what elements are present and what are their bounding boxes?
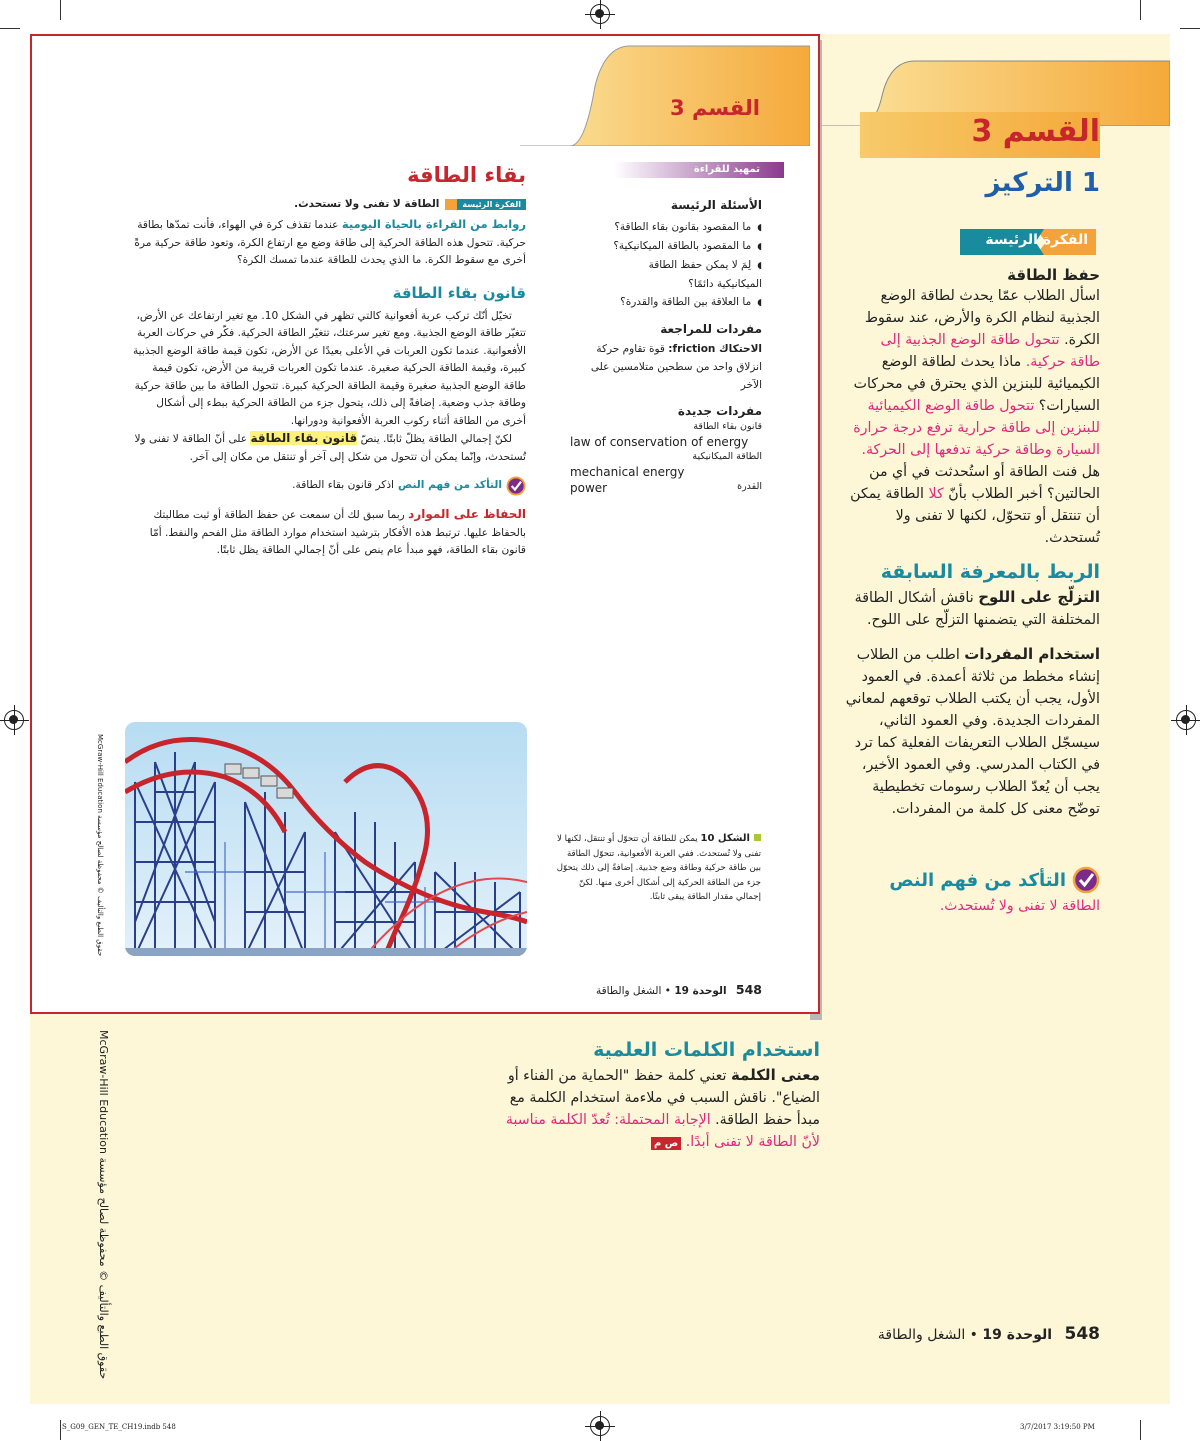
te-energy-segment: هل فنت الطاقة أو استُحدثت في أي من الحالتين؟ أخبر الطلاب بأنّ [869, 464, 1100, 502]
friction-definition: قوة تقاوم حركة انزلاق واحد من سطحين متلامسين على الآخر [590, 343, 762, 391]
trim-mark [1140, 0, 1141, 20]
te-reading-check [840, 866, 1100, 914]
vocab-text: اطلب من الطلاب إنشاء مخطط من ثلاثة أعمدة. في العمود الأول، يجب أن يكتب الطلاب توقعهم لمعاني المفردات الجديدة. وفي العمود الثاني، سيسجّل الطلاب التعريفات الفعلية كما ترد في الكتاب المدرسي. وفي العمود الأخير، يجب أن يُعدّ الطلاب رسومات تخطيطية توضّح معنى كل كلمة من المفردات. [845, 647, 1100, 817]
main-idea-badge-label: الفكرة الرئيسة [457, 199, 526, 210]
te-energy-segment: تتحول طاقة الوضع الكيميائية للبنزين إلى طاقة حرارية ترفع درجة حرارة السيارة وطاقة حركية تدفعها إلى الحركة. [853, 398, 1100, 458]
friction-term: الاحتكاك friction: [668, 343, 762, 355]
main-idea-badge [445, 199, 526, 210]
law-paragraph-2b: على أنّ الطاقة لا تفنى ولا تُستحدث، وإنّما يمكن أن تتحول من شكل إلى آخر أو تنتقل من مكان إلى آخر. [134, 433, 526, 463]
te-copyright: McGraw-Hill Education حقوق الطبع والتأليف © محفوظة لصالح مؤسسة [97, 1030, 110, 1380]
figure-caption [555, 832, 761, 905]
essential-questions [570, 196, 762, 496]
key-idea-badge-label: الفكرة الرئيسة [985, 232, 1088, 248]
prior-knowledge-heading: الربط بالمعرفة السابقة [880, 561, 1100, 583]
vocab-label: استخدام المفردات [964, 645, 1100, 663]
te-energy-paragraph [850, 285, 1100, 549]
new-vocab-en: power [570, 481, 608, 495]
te-energy-segment: اسأل الطلاب عمّا يحدث لطاقة الوضع الجذبية لنظام الكرة والأرض، عند سقوط الكرة. [864, 288, 1100, 348]
board-label: التزلّج على اللوح [978, 588, 1100, 606]
trim-mark [1180, 28, 1200, 29]
new-vocab-item [570, 450, 762, 480]
reading-check-heading: التأكد من فهم النص [889, 869, 1066, 891]
sci-words-text: تعني كلمة حفظ "الحماية من الفناء أو الضياع". ناقش السبب في ملاءمة استخدام الكلمة مع مبدأ حفظ الطاقة. [507, 1068, 820, 1128]
te-prior-knowledge [840, 558, 1100, 820]
new-vocab-en: mechanical energy [570, 465, 685, 479]
te-energy-heading: حفظ الطاقة [1007, 266, 1100, 284]
te-section-title: القسم 3 [971, 114, 1100, 149]
sp-reading-check-text: اذكر قانون بقاء الطاقة. [292, 479, 395, 492]
registration-mark-icon [590, 4, 610, 24]
sp-footer: 548 الوحدة 19 • الشغل والطاقة [595, 982, 762, 997]
registration-mark-icon [590, 1416, 610, 1436]
sci-words-tag: ص م [651, 1137, 681, 1150]
sp-page-number: 548 [735, 982, 762, 997]
sci-words-label: معنى الكلمة [730, 1066, 820, 1084]
essential-question-item: ◖ ما المقصود بقانون بقاء الطاقة؟ [570, 218, 762, 237]
board-text: ناقش أشكال الطاقة المختلفة التي يتضمنها التزلّج على اللوح. [854, 590, 1100, 628]
trim-mark [1140, 1420, 1141, 1440]
resources-text: ربما سبق لك أن سمعت عن حفظ الطاقة أو ثبت مطالبتك بالحفاظ عليها. ترتبط هذه الأفكار بترشيد استخدام موارد الطاقة مثل الفحم والنفط. أمّا قانون بقاء الطاقة، فهو مبدأ عام ينص على أنّ إجمالي الطاقة يظل ثابتًا. [149, 509, 526, 556]
sp-reading-check-label: التأكد من فهم النص [398, 479, 502, 492]
te-energy-segment: كلا [928, 486, 944, 502]
review-vocab-heading: مفردات للمراجعة [660, 322, 762, 336]
te-energy-segment: تتحول طاقة الوضع الجذبية إلى طاقة حركية. [880, 332, 1100, 370]
roller-coaster-photo [125, 722, 527, 956]
key-idea-badge [960, 229, 1096, 255]
law-paragraph-1: تخيّل أنّك تركب عربة أفعوانية كالتي تظهر في الشكل 10. مع تغير ارتفاعك عن الأرض، تتغيّر طاقة الوضع الجذبية. ومع تغير سرعتك، تتغيّر الطاقة الحركية. فكّر في حركات العربة الأفعوانية. عندما تكون العربات في الأعلى بعيدًا عن الأرض، تكون قيمة طاقة الوضع الجذبية كبيرة، وقيمة الطاقة الحركية صغيرة. عندما تكون العربات قريبة من الأرض، تكون قيمة طاقة الوضع الجذبية صغيرة وقيمة الطاقة الحركية كبيرة. تتحول الطاقة ما بين طاقة حركية وطاقة جذب وضعية. إضافةً إلى ذلك، يتحول جزء من الطاقة الحركية ببطء إلى أشكال أخرى من الطاقة أثناء ركوب العربة الأفعوانية ودورانها. [132, 309, 526, 427]
figure-label: الشكل 10 [700, 833, 750, 844]
sp-section-tab [520, 36, 810, 146]
law-heading: قانون بقاء الطاقة [392, 283, 526, 302]
focus-title: 1 التركيز [985, 168, 1100, 198]
law-highlight: قانون بقاء الطاقة [250, 431, 358, 445]
essential-question-item: ◖ ما العلاقة بين الطاقة والقدرة؟ [570, 293, 762, 312]
te-page-number: 548 [1064, 1324, 1100, 1344]
sp-credit: McGraw-Hill Education حقوق الطبع والتأليف © محفوظة لصالح مؤسسة [96, 734, 104, 957]
resources-label: الحفاظ على الموارد [408, 507, 526, 521]
real-world-label: روابط من القراءة بالحياة اليومية [341, 217, 526, 231]
sp-section-title: القسم 3 [670, 96, 760, 120]
reading-check-answer: الطاقة لا تفنى ولا تُستحدث. [939, 898, 1100, 914]
sci-words-heading: استخدام الكلمات العلمية [593, 1039, 820, 1061]
registration-mark-icon [1176, 710, 1196, 730]
registration-mark-icon [4, 710, 24, 730]
te-unit-title: الشغل والطاقة [877, 1327, 966, 1343]
te-energy-segment: الطاقة يمكن أن تنتقل أو تتحوّل، لكنها لا تفنى ولا تُستحدث. [850, 486, 1100, 546]
essential-question-item: ◖ لِمَ لا يمكن حفظ الطاقة الميكانيكية دائمًا؟ [570, 256, 762, 293]
check-icon [506, 476, 526, 496]
new-vocab-ar: قانون بقاء الطاقة [693, 421, 762, 432]
law-paragraph-2a: لكنّ إجمالي الطاقة يظلّ ثابتًا. ينصّ [357, 433, 512, 445]
slug-left: S_G09_GEN_TE_CH19.indb 548 [62, 1423, 176, 1431]
essential-questions-heading: الأسئلة الرئيسة [670, 198, 762, 212]
figure-caption-text: يمكن للطاقة أن تتحوّل أو تنتقل، لكنها لا تفنى ولا تُستحدث. ففي العربة الأفعوانية، تتحوّل الطاقة بين طاقة حركية وطاقة وضع جذبية. إضافةً إلى ذلك يتحوّل جزء من الطاقة الحركية إلى أشكال أخرى منها. لكنّ إجمالي مقدار الطاقة يبقى ثابتًا. [556, 834, 761, 902]
te-science-words [490, 1036, 820, 1155]
trim-mark [60, 1420, 61, 1440]
trim-mark [0, 28, 20, 29]
check-icon [1072, 866, 1100, 894]
reading-prep-label: تمهيد للقراءة [693, 164, 760, 175]
trim-mark [60, 0, 61, 20]
new-vocab-en: law of conservation of energy [570, 435, 749, 449]
slug-right: 3/7/2017 3:19:50 PM [1020, 1423, 1095, 1431]
new-vocab-item [570, 420, 762, 450]
sci-words-answer: الإجابة المحتملة: تُعدّ الكلمة مناسبة لأنّ الطاقة لا تفنى أبدًا. [505, 1112, 820, 1150]
new-vocab-item [570, 480, 762, 496]
new-vocab-ar: القدرة [737, 481, 762, 492]
sp-main-column [130, 160, 526, 560]
real-world-text: عندما تقذف كرة في الهواء، فأنت تمدّها بطاقة حركية. تتحول هذه الطاقة الحركية إلى طاقة وضع مع ارتفاع الكرة، وتعود طاقة حركية مرةً أخرى مع سقوط الكرة. ما الذي يحدث للطاقة عندما تمسك الكرة؟ [134, 219, 526, 266]
new-vocab-ar: الطاقة الميكانيكية [692, 451, 762, 462]
te-unit-label: الوحدة 19 [982, 1327, 1053, 1343]
sp-title: بقاء الطاقة [407, 163, 526, 187]
te-footer: 548 الوحدة 19 • الشغل والطاقة [877, 1324, 1100, 1344]
main-idea-text: الطاقة لا تفنى ولا تستحدث. [294, 198, 440, 210]
te-energy-segment: ماذا يحدث لطاقة الوضع الكيميائية للبنزين الذي يحترق في محركات السيارات؟ [853, 354, 1100, 414]
te-energy-conservation [850, 265, 1100, 549]
sp-unit-title: الشغل والطاقة [595, 985, 662, 997]
new-vocab-heading: مفردات جديدة [677, 404, 762, 418]
caption-marker [754, 834, 761, 841]
sp-unit-label: الوحدة 19 [674, 985, 727, 997]
essential-question-item: ◖ ما المقصود بالطاقة الميكانيكية؟ [570, 237, 762, 256]
